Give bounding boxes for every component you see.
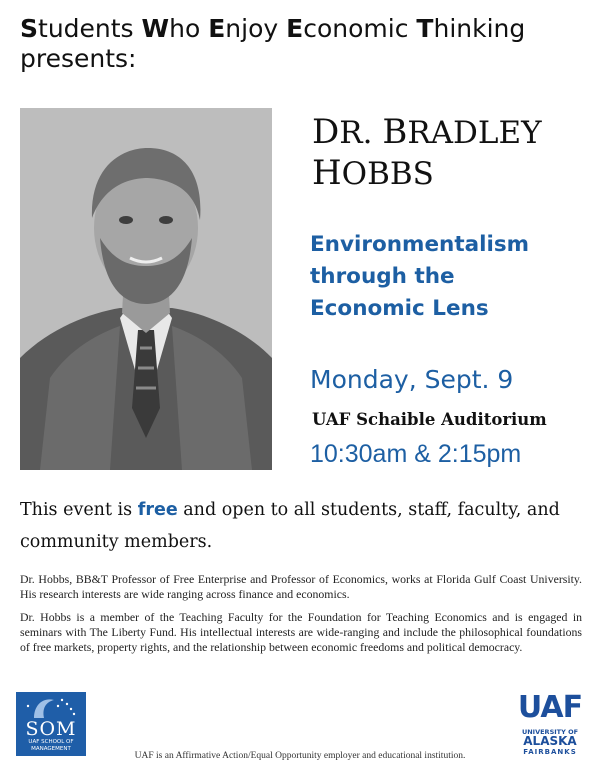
som-logo (16, 692, 86, 756)
bio-paragraph-2: Dr. Hobbs is a member of the Teaching Faculty for the Foundation for Teaching Economics and is engaged in seminars with The Liberty Fund. His intellectual interests are wide-ranging and include the philosophical foundations of free markets, property rights, and the relationship between economic freedoms and political democracy. (20, 610, 582, 654)
uaf-logo-line2: ALASKA (523, 734, 577, 748)
speaker-name: DR. BRADLEY HOBBS (312, 112, 542, 193)
talk-title (310, 229, 595, 325)
event-venue: UAF Schaible Auditorium (312, 410, 547, 429)
talk-title-line3: Economic Lens (310, 296, 489, 321)
som-logo-text: SOM (25, 718, 77, 740)
uaf-logo-mark: UAF (517, 690, 583, 725)
footer-disclaimer: UAF is an Affirmative Action/Equal Opportunity employer and educational institution. (134, 751, 466, 761)
speaker-portrait-image (20, 108, 272, 470)
som-logo-subtitle: UAF SCHOOL OF MANAGEMENT (28, 739, 74, 752)
header-word-thinking: Thinking (416, 14, 526, 43)
header-word-who: Who (141, 14, 201, 43)
header-word-students: Students (20, 14, 134, 43)
header-word-economic: Economic (286, 14, 409, 43)
free-highlight: free (137, 500, 178, 520)
talk-title-line1: Environmentalism (310, 232, 530, 257)
header-word-enjoy: Enjoy (208, 14, 279, 43)
talk-title-line2: through the (310, 264, 455, 289)
poster-header (20, 14, 590, 74)
event-date: Monday, Sept. 9 (310, 365, 514, 394)
bio-paragraph-1: Dr. Hobbs, BB&T Professor of Free Enterprise and Professor of Economics, works at Florida Gulf Coast University. His research interests are wide ranging across finance and economics. (20, 572, 582, 601)
event-time: 10:30am & 2:15pm (310, 440, 522, 468)
header-presents: presents: (20, 44, 137, 73)
event-description: This event is free and open to all students, staff, faculty, and community members. (20, 500, 560, 552)
uaf-logo-line3: FAIRBANKS (523, 748, 577, 756)
speaker-photo (20, 108, 272, 470)
uaf-logo-line1: UNIVERSITY OF (521, 728, 579, 736)
uaf-logo (510, 690, 590, 758)
